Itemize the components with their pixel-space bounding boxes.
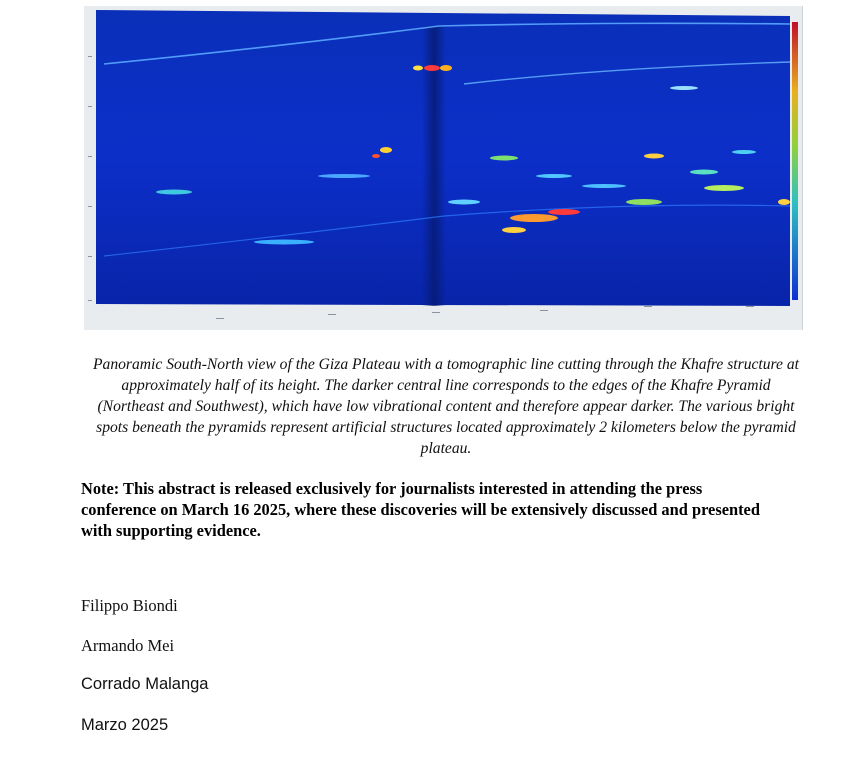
figure-caption: Panoramic South-North view of the Giza Plateau with a tomographic line cutting through the Khafre structure at approximately half of its height. The darker central line corresponds to the edges of the Khafre Pyramid (Northeast and Southwest), which have low vibrational content and therefore appear darker. The various bright spots beneath the pyramids represent artificial structures located approximately 2 kilometers below the pyramid plateau.: [93, 356, 799, 457]
author-name: Armando Mei: [81, 636, 175, 655]
color-scale-bar: [792, 22, 798, 300]
author-name: Corrado Malanga: [81, 675, 209, 693]
document-date: Marzo 2025: [81, 716, 169, 734]
press-note: Note: This abstract is released exclusively for journalists interested in attending the press conference on March 16 2025, where these discoveries will be extensively discussed and presented with supporting evidence.: [81, 479, 760, 540]
tomography-figure: [84, 6, 803, 330]
author-name: Filippo Biondi: [81, 596, 178, 615]
tomography-image: [84, 6, 802, 330]
